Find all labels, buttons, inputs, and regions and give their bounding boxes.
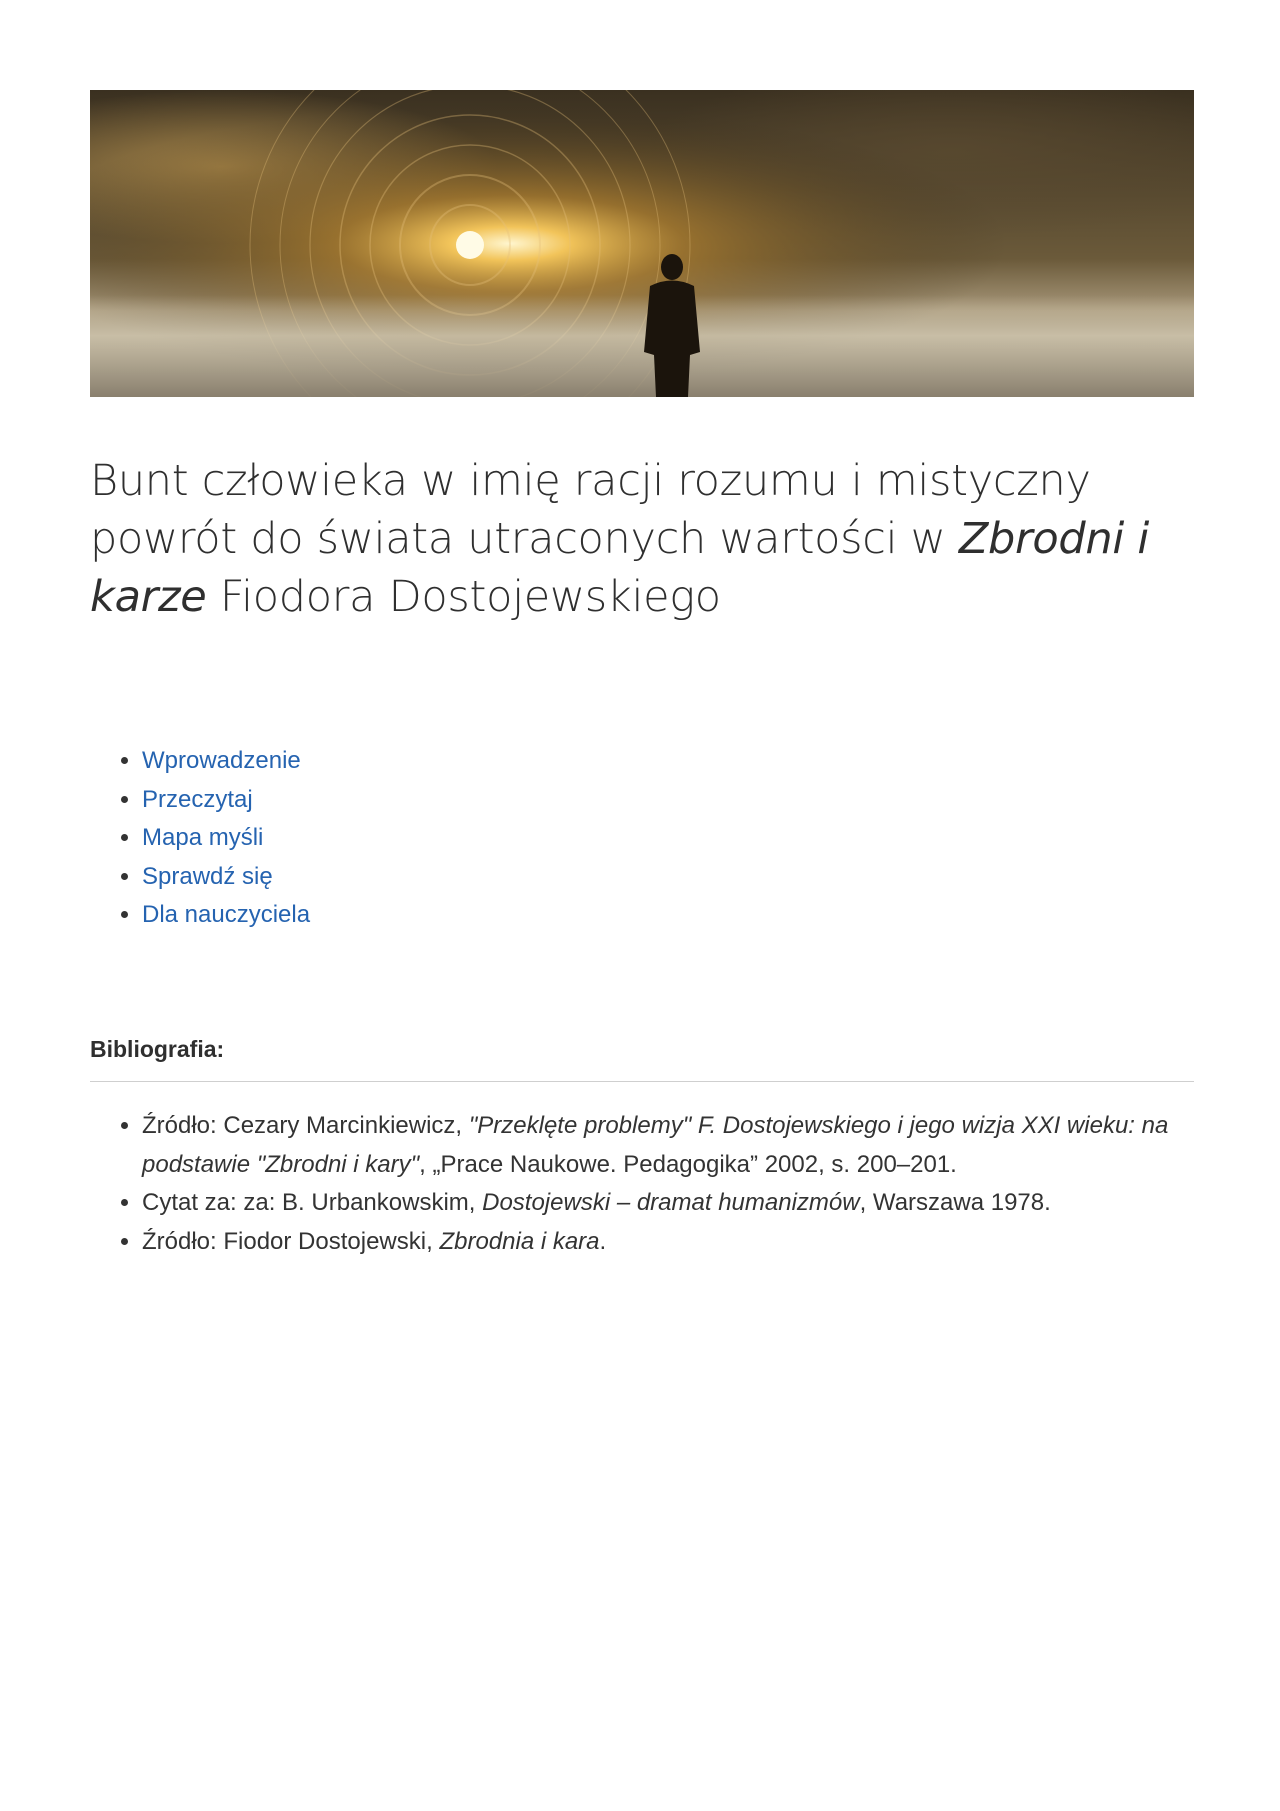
toc-link-sprawdz-sie[interactable]: Sprawdź się (142, 862, 273, 890)
bibliography-entry (142, 1223, 1194, 1262)
toc-item (142, 896, 310, 935)
toc-link-mapa-mysli[interactable]: Mapa myśli (142, 824, 264, 851)
title-text-part1: Bunt człowieka w imię racji rozumu i mistyczny powrót do świata utraconych wartości w (90, 456, 1091, 564)
entry-suffix: . (599, 1227, 607, 1255)
title-text-part2: Fiodora Dostojewskiego (206, 572, 721, 622)
entry-prefix: Źródło: Cezary Marcinkiewicz, (142, 1112, 469, 1139)
toc-item (142, 858, 310, 897)
toc-link-wprowadzenie[interactable]: Wprowadzenie (142, 747, 301, 774)
page-title (90, 452, 1170, 626)
bibliography-entry (142, 1107, 1194, 1184)
bibliography-list (90, 1107, 1194, 1261)
entry-suffix: , Warszawa 1978. (859, 1189, 1051, 1216)
banner-image (90, 90, 1194, 397)
table-of-contents (90, 742, 310, 935)
entry-title: Dostojewski – dramat humanizmów (482, 1189, 860, 1216)
toc-item (142, 819, 310, 858)
vortex-figure-illustration (90, 90, 1194, 397)
entry-title: "Przeklęte problemy" F. Dostojewskiego i jego wizja XXI wieku: na podstawie "Zbrodni i kary" (142, 1112, 1169, 1178)
entry-prefix: Źródło: Fiodor Dostojewski, (142, 1227, 440, 1255)
bibliography-entry (142, 1184, 1194, 1223)
bibliography-divider (90, 1081, 1194, 1082)
entry-prefix: Cytat za: za: B. Urbankowskim, (142, 1189, 483, 1216)
toc-link-przeczytaj[interactable]: Przeczytaj (142, 785, 253, 813)
title-text-italic: Zbrodni i karze (90, 514, 1150, 622)
entry-suffix: , „Prace Naukowe. Pedagogika” 2002, s. 200–201. (419, 1150, 957, 1178)
bibliography-heading: Bibliografia: (90, 1036, 225, 1062)
toc-item (142, 742, 310, 781)
toc-item (142, 781, 310, 820)
entry-title: Zbrodnia i kara (439, 1227, 600, 1255)
toc-link-dla-nauczyciela[interactable]: Dla nauczyciela (142, 901, 311, 928)
